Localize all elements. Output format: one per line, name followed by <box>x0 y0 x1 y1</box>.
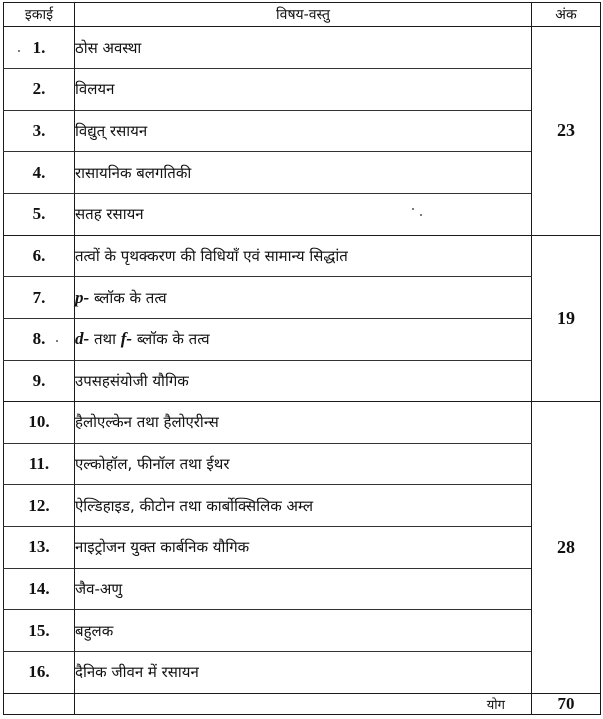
topic-name: बहुलक <box>75 610 532 652</box>
table-row <box>4 610 601 652</box>
topic-name <box>75 318 532 360</box>
table-row <box>4 443 601 485</box>
topic-name: ऐल्डिहाइड, कीटोन तथा कार्बोक्सिलिक अम्ल <box>75 485 532 527</box>
unit-number: 14. <box>4 568 75 610</box>
table-row <box>4 360 601 402</box>
total-label: योग <box>75 693 532 714</box>
topic-name: तत्वों के पृथक्करण की विधियाँ एवं सामान्य सिद्धांत <box>75 235 532 277</box>
header-marks: अंक <box>532 3 601 27</box>
topic-name: एल्कोहॉल, फीनॉल तथा ईथर <box>75 443 532 485</box>
topic-text: तथा <box>89 330 121 349</box>
topic-text: ब्लॉक के तत्व <box>89 288 167 307</box>
header-row <box>4 3 601 27</box>
unit-number: 9. <box>4 360 75 402</box>
unit-number: 6. <box>4 235 75 277</box>
unit-number: 15. <box>4 610 75 652</box>
unit-number: 3. <box>4 110 75 152</box>
table-row <box>4 527 601 569</box>
table-row <box>4 69 601 111</box>
scan-speck <box>420 214 422 216</box>
total-row <box>4 693 601 714</box>
header-topic: विषय-वस्तु <box>75 3 532 27</box>
scan-speck <box>18 50 20 52</box>
table-row <box>4 27 601 69</box>
syllabus-table <box>3 2 601 715</box>
topic-name: विद्युत् रसायन <box>75 110 532 152</box>
total-empty-cell <box>4 693 75 714</box>
topic-name: विलयन <box>75 69 532 111</box>
topic-name: रासायनिक बलगतिकी <box>75 152 532 194</box>
unit-number: 11. <box>4 443 75 485</box>
table-row <box>4 235 601 277</box>
unit-number: 5. <box>4 193 75 235</box>
block-prefix: f- <box>120 329 133 349</box>
table-row <box>4 277 601 319</box>
unit-number: 2. <box>4 69 75 111</box>
header-unit: इकाई <box>4 3 75 27</box>
topic-name <box>75 277 532 319</box>
unit-number: 4. <box>4 152 75 194</box>
unit-number: 1. <box>4 27 75 69</box>
unit-number: 16. <box>4 651 75 693</box>
topic-name: दैनिक जीवन में रसायन <box>75 651 532 693</box>
block-prefix: d- <box>75 329 90 349</box>
total-value: 70 <box>532 693 601 714</box>
table-row <box>4 318 601 360</box>
block-prefix: p- <box>75 287 90 307</box>
table-row <box>4 485 601 527</box>
table-row <box>4 193 601 235</box>
topic-text: ब्लॉक के तत्व <box>132 330 210 349</box>
table-row <box>4 152 601 194</box>
topic-name: हैलोएल्केन तथा हैलोएरीन्स <box>75 402 532 444</box>
group-marks: 23 <box>532 27 601 235</box>
unit-number: 13. <box>4 527 75 569</box>
table-row <box>4 568 601 610</box>
unit-number: 8. <box>4 318 75 360</box>
topic-name: नाइट्रोजन युक्त कार्बनिक यौगिक <box>75 527 532 569</box>
unit-number: 12. <box>4 485 75 527</box>
table-row <box>4 402 601 444</box>
group-marks: 28 <box>532 402 601 693</box>
unit-number: 10. <box>4 402 75 444</box>
unit-number: 7. <box>4 277 75 319</box>
group-marks: 19 <box>532 235 601 402</box>
topic-name: उपसहसंयोजी यौगिक <box>75 360 532 402</box>
scan-speck <box>412 208 414 210</box>
topic-name: ठोस अवस्था <box>75 27 532 69</box>
table-row <box>4 651 601 693</box>
topic-name: जैव-अणु <box>75 568 532 610</box>
scan-speck <box>56 340 58 342</box>
topic-name: सतह रसायन <box>75 193 532 235</box>
table-row <box>4 110 601 152</box>
